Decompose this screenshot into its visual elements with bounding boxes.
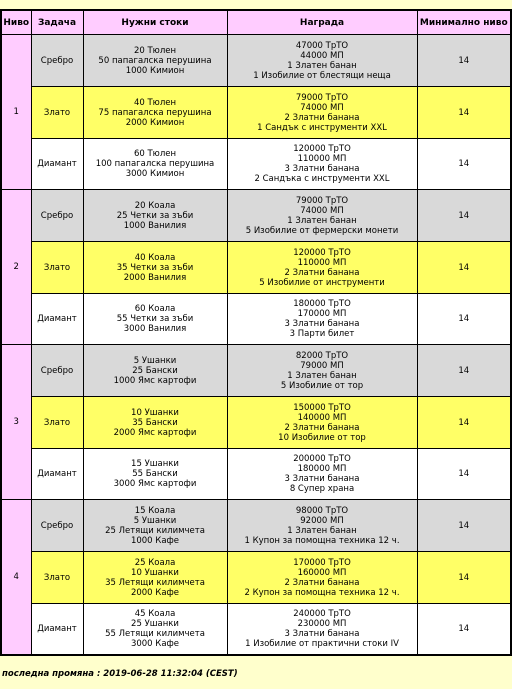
- goods-cell: [83, 139, 227, 190]
- min-level-cell: 14: [417, 87, 511, 139]
- reward-line: 120000 ТрТО: [293, 247, 351, 258]
- min-level-cell: 14: [417, 345, 511, 397]
- reward-cell: [227, 242, 417, 294]
- goods-line: 15 Коала: [134, 505, 176, 516]
- goods-line: 55 Летящи килимчета: [105, 629, 205, 639]
- goods-line: 5 Ушанки: [133, 515, 177, 526]
- goods-cell: [83, 242, 227, 294]
- reward-line: 1 Изобилие от блестящи неща: [253, 70, 391, 81]
- goods-line: 2000 Кимион: [125, 117, 185, 128]
- goods-line: 55 Бански: [132, 469, 178, 479]
- min-level-cell: 14: [417, 449, 511, 500]
- min-level-cell: 14: [417, 242, 511, 294]
- reward-cell: [227, 345, 417, 397]
- level-cell: 3: [1, 345, 31, 500]
- reward-line: 180000 ТрТО: [293, 299, 351, 309]
- goods-line: 3000 Кимион: [125, 169, 185, 179]
- reward-line: 1 Изобилие от практични стоки IV: [245, 639, 399, 649]
- task-cell: Злато: [31, 552, 83, 604]
- level-cell: 1: [1, 35, 31, 190]
- reward-line: 3 Златни банана: [284, 629, 360, 639]
- reward-line: 3 Златни банана: [284, 319, 360, 329]
- reward-line: 92000 МП: [300, 515, 344, 526]
- reward-cell: [227, 139, 417, 190]
- min-level-cell: 14: [417, 604, 511, 656]
- table-row: [1, 87, 511, 139]
- goods-line: 20 Коала: [134, 200, 176, 211]
- task-cell: Злато: [31, 87, 83, 139]
- min-level-cell: 14: [417, 552, 511, 604]
- min-level-cell: 14: [417, 139, 511, 190]
- goods-line: 3000 Ямс картофи: [113, 479, 197, 489]
- table-row: [1, 604, 511, 656]
- goods-line: 1000 Кимион: [125, 65, 185, 76]
- goods-cell: [83, 604, 227, 656]
- header-min-level: Минимално ниво: [417, 10, 511, 35]
- goods-line: 5 Ушанки: [133, 355, 177, 366]
- goods-line: 3000 Кафе: [130, 639, 180, 649]
- reward-cell: [227, 35, 417, 87]
- reward-line: 180000 МП: [297, 464, 347, 474]
- goods-line: 60 Коала: [134, 304, 176, 314]
- reward-line: 74000 МП: [300, 205, 344, 216]
- table-row: [1, 35, 511, 87]
- goods-line: 10 Ушанки: [131, 407, 179, 418]
- table-body: [1, 35, 511, 656]
- goods-cell: [83, 345, 227, 397]
- reward-line: 140000 МП: [297, 412, 347, 423]
- min-level-cell: 14: [417, 397, 511, 449]
- reward-line: 82000 ТрТО: [295, 350, 349, 361]
- reward-cell: [227, 449, 417, 500]
- reward-line: 160000 МП: [297, 567, 347, 578]
- task-cell: Злато: [31, 242, 83, 294]
- task-cell: Сребро: [31, 190, 83, 242]
- goods-cell: [83, 397, 227, 449]
- goods-line: 100 папагалска перушина: [95, 159, 215, 169]
- level-cell: 2: [1, 190, 31, 345]
- reward-line: 3 Златни банана: [284, 164, 360, 174]
- goods-line: 1000 Ямс картофи: [113, 375, 197, 386]
- goods-line: 25 Ушанки: [131, 619, 179, 629]
- goods-line: 60 Тюлен: [133, 149, 177, 159]
- level-cell: 4: [1, 500, 31, 656]
- table-row: [1, 552, 511, 604]
- reward-line: 79000 ТрТО: [295, 195, 349, 206]
- reward-cell: [227, 500, 417, 552]
- goods-line: 2000 Ямс картофи: [113, 427, 197, 438]
- reward-line: 200000 ТрТО: [293, 454, 351, 464]
- reward-line: 1 Златен банан: [287, 60, 357, 71]
- reward-cell: [227, 294, 417, 345]
- goods-line: 1000 Ванилия: [123, 220, 187, 231]
- reward-line: 1 Златен банан: [287, 370, 357, 381]
- task-cell: Диамант: [31, 139, 83, 190]
- task-cell: Сребро: [31, 500, 83, 552]
- task-cell: Сребро: [31, 345, 83, 397]
- goods-cell: [83, 500, 227, 552]
- goods-line: 25 Бански: [132, 365, 178, 376]
- goods-line: 35 Бански: [132, 417, 178, 428]
- task-cell: Диамант: [31, 294, 83, 345]
- table-row: [1, 190, 511, 242]
- goods-line: 15 Ушанки: [131, 459, 179, 469]
- goods-line: 25 Летящи килимчета: [105, 525, 205, 536]
- reward-line: 3 Златни банана: [284, 474, 360, 484]
- table-row: [1, 294, 511, 345]
- table-row: [1, 139, 511, 190]
- header-row: [1, 10, 511, 35]
- min-level-cell: 14: [417, 500, 511, 552]
- goods-cell: [83, 552, 227, 604]
- goods-line: 45 Коала: [134, 609, 176, 619]
- header-task: Задача: [31, 10, 83, 35]
- reward-line: 44000 МП: [300, 50, 344, 61]
- reward-cell: [227, 604, 417, 656]
- goods-cell: [83, 87, 227, 139]
- header-level: Ниво: [1, 10, 31, 35]
- reward-line: 3 Парти билет: [289, 329, 355, 339]
- goods-line: 3000 Ванилия: [123, 324, 187, 334]
- min-level-cell: 14: [417, 190, 511, 242]
- reward-line: 120000 ТрТО: [293, 144, 351, 154]
- task-cell: Сребро: [31, 35, 83, 87]
- goods-line: 2000 Ванилия: [123, 272, 187, 283]
- header-goods: Нужни стоки: [83, 10, 227, 35]
- last-modified: последна промяна : 2019-06-28 11:32:04 (CEST): [2, 669, 238, 679]
- task-cell: Диамант: [31, 604, 83, 656]
- goods-cell: [83, 294, 227, 345]
- table-row: [1, 449, 511, 500]
- reward-line: 240000 ТрТО: [293, 609, 351, 619]
- quest-table: [0, 9, 512, 656]
- goods-line: 25 Четки за зъби: [116, 210, 194, 221]
- reward-line: 2 Златни банана: [284, 112, 360, 123]
- reward-line: 2 Златни банана: [284, 267, 360, 278]
- goods-line: 55 Четки за зъби: [116, 314, 194, 324]
- reward-line: 1 Сандък с инструменти XXL: [257, 122, 387, 133]
- reward-line: 1 Златен банан: [287, 215, 357, 226]
- reward-cell: [227, 190, 417, 242]
- table-row: [1, 242, 511, 294]
- reward-line: 230000 МП: [297, 619, 347, 629]
- reward-line: 110000 МП: [297, 257, 347, 268]
- reward-line: 8 Супер храна: [289, 484, 355, 494]
- reward-line: 5 Изобилие от инструменти: [259, 277, 385, 288]
- reward-line: 47000 ТрТО: [295, 40, 349, 51]
- goods-line: 10 Ушанки: [131, 567, 179, 578]
- goods-line: 35 Четки за зъби: [116, 262, 194, 273]
- goods-line: 20 Тюлен: [133, 45, 177, 56]
- reward-line: 170000 МП: [297, 309, 347, 319]
- reward-line: 1 Купон за помощна техника 12 ч.: [244, 535, 400, 546]
- reward-line: 2 Златни банана: [284, 577, 360, 588]
- min-level-cell: 14: [417, 35, 511, 87]
- reward-cell: [227, 87, 417, 139]
- reward-line: 98000 ТрТО: [295, 505, 349, 516]
- goods-line: 40 Тюлен: [133, 97, 177, 108]
- reward-line: 110000 МП: [297, 154, 347, 164]
- goods-line: 75 папагалска перушина: [98, 107, 212, 118]
- reward-line: 1 Златен банан: [287, 525, 357, 536]
- table-row: [1, 500, 511, 552]
- reward-line: 5 Изобилие от тор: [280, 380, 364, 391]
- goods-line: 25 Коала: [134, 557, 176, 568]
- reward-line: 150000 ТрТО: [293, 402, 351, 413]
- reward-line: 170000 ТрТО: [293, 557, 351, 568]
- goods-line: 35 Летящи килимчета: [105, 577, 205, 588]
- goods-line: 40 Коала: [134, 252, 176, 263]
- goods-line: 1000 Кафе: [130, 535, 180, 546]
- goods-line: 50 папагалска перушина: [98, 55, 212, 66]
- min-level-cell: 14: [417, 294, 511, 345]
- reward-cell: [227, 397, 417, 449]
- header-reward: Награда: [227, 10, 417, 35]
- task-cell: Диамант: [31, 449, 83, 500]
- table-row: [1, 345, 511, 397]
- reward-line: 79000 МП: [300, 360, 344, 371]
- task-cell: Злато: [31, 397, 83, 449]
- reward-cell: [227, 552, 417, 604]
- goods-cell: [83, 449, 227, 500]
- reward-line: 5 Изобилие от фермерски монети: [245, 225, 399, 236]
- reward-line: 2 Сандъка с инструменти XXL: [254, 174, 390, 184]
- table-row: [1, 397, 511, 449]
- reward-line: 2 Златни банана: [284, 422, 360, 433]
- reward-line: 10 Изобилие от тор: [278, 432, 366, 443]
- goods-cell: [83, 35, 227, 87]
- reward-line: 2 Купон за помощна техника 12 ч.: [244, 587, 400, 598]
- reward-line: 74000 МП: [300, 102, 344, 113]
- goods-cell: [83, 190, 227, 242]
- goods-line: 2000 Кафе: [130, 587, 180, 598]
- reward-line: 79000 ТрТО: [295, 92, 349, 103]
